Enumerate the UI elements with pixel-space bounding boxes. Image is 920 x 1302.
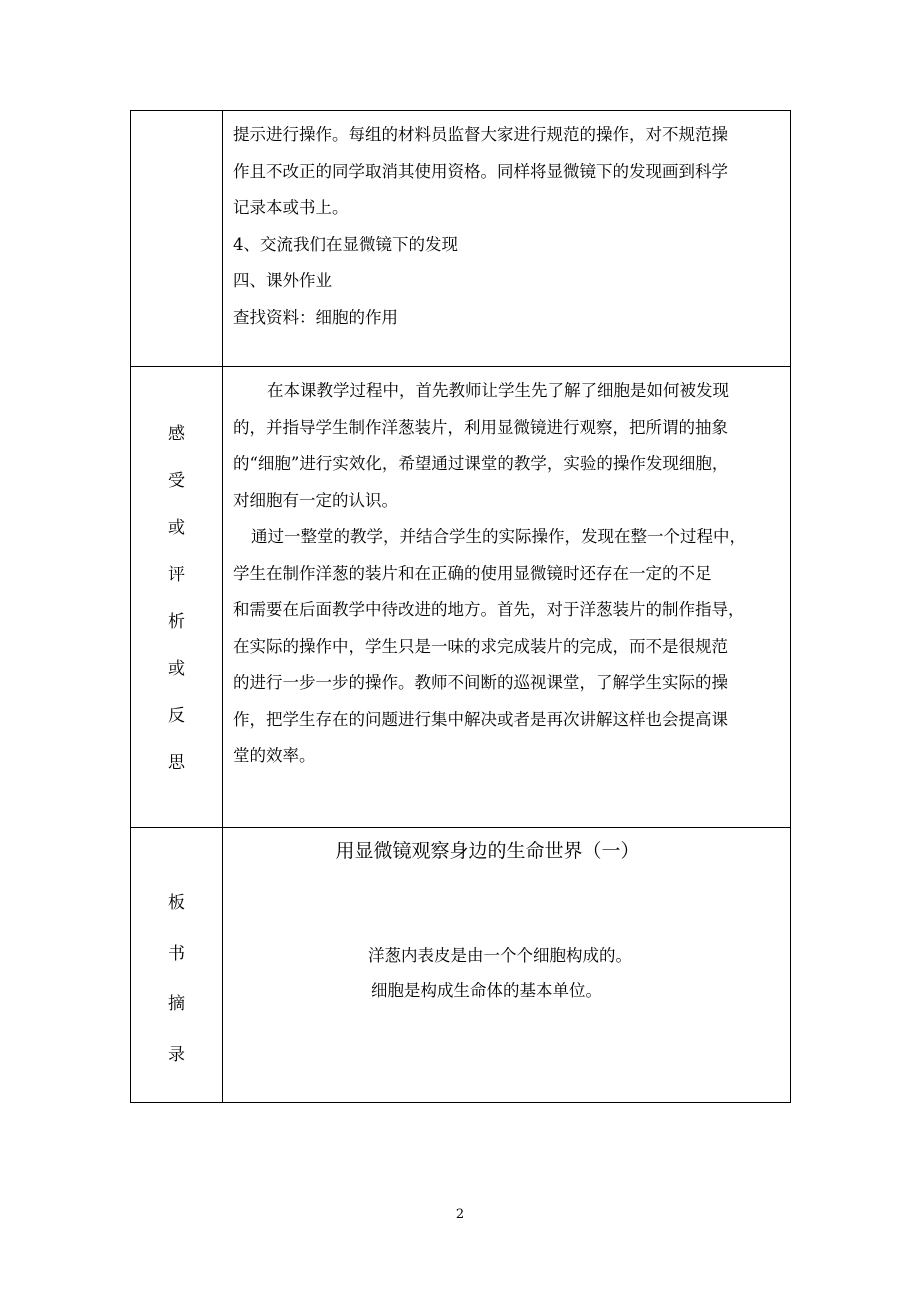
- reflection-label: [131, 367, 222, 787]
- label-char: 受: [168, 471, 185, 491]
- label-char: 摘: [168, 994, 185, 1014]
- board-row: [131, 828, 791, 1103]
- page-number: 2: [455, 1207, 465, 1222]
- lesson-plan-table: [130, 110, 791, 1103]
- reflection-line: 作，把学生存在的问题进行集中解决或者是再次讲解这样也会提高课: [233, 709, 728, 729]
- board-label: [131, 828, 222, 1080]
- reflection-content-cell: [223, 367, 791, 828]
- board-line: 细胞是构成生命体的基本单位。: [371, 981, 602, 1000]
- activity-line: 查找资料：细胞的作用: [233, 307, 398, 327]
- board-label-cell: [131, 828, 223, 1103]
- reflection-row: [131, 367, 791, 828]
- label-char: 析: [168, 612, 185, 632]
- label-char: 或: [168, 518, 185, 538]
- activity-label-cell: [131, 111, 223, 367]
- reflection-line: 和需要在后面教学中待改进的地方。首先，对于洋葱装片的制作指导，: [233, 600, 745, 619]
- reflection-line: 对细胞有一定的认识。: [233, 490, 398, 510]
- label-char: 反: [168, 706, 185, 726]
- reflection-line: 的进行一步一步的操作。教师不间断的巡视课堂，了解学生实际的操: [233, 673, 728, 692]
- activity-line: 提示进行操作。每组的材料员监督大家进行规范的操作，对不规范操: [233, 125, 728, 144]
- reflection-text: [223, 367, 790, 775]
- activity-line: 作且不改正的同学取消其使用资格。同样将显微镜下的发现画到科学: [233, 161, 728, 181]
- label-char: 录: [168, 1044, 185, 1065]
- board-line: 洋葱内表皮是由一个个细胞构成的。: [368, 946, 632, 965]
- label-char: 评: [168, 565, 185, 585]
- reflection-line: 的，并指导学生制作洋葱装片，利用显微镜进行观察，把所谓的抽象: [233, 417, 728, 437]
- reflection-line: 的“细胞”进行实效化，希望通过课堂的教学，实验的操作发现细胞，: [233, 454, 729, 473]
- activity-row: [131, 111, 791, 367]
- reflection-line: 堂的效率。: [233, 746, 316, 765]
- board-content-cell: [223, 828, 791, 1103]
- label-char: 书: [168, 943, 185, 964]
- reflection-line: 在本课教学过程中，首先教师让学生先了解了细胞是如何被发现: [267, 381, 729, 400]
- activity-line: 四、课外作业: [233, 271, 332, 290]
- activity-content-cell: [223, 111, 791, 367]
- activity-line: 4、交流我们在显微镜下的发现: [233, 234, 458, 254]
- board-title: 用显微镜观察身边的生命世界（一）: [335, 840, 640, 862]
- reflection-line: 通过一整堂的教学，并结合学生的实际操作，发现在整一个过程中，: [251, 527, 746, 546]
- reflection-line: 在实际的操作中，学生只是一味的求完成装片的完成，而不是很规范: [233, 636, 728, 656]
- label-char: 或: [168, 659, 185, 679]
- reflection-label-cell: [131, 367, 223, 828]
- label-char: 感: [168, 424, 185, 444]
- label-char: 板: [168, 893, 185, 913]
- activity-line: 记录本或书上。: [233, 198, 349, 217]
- reflection-line: 学生在制作洋葱的装片和在正确的使用显微镜时还存在一定的不足: [233, 563, 712, 583]
- label-char: 思: [168, 753, 185, 773]
- activity-text: [223, 111, 790, 336]
